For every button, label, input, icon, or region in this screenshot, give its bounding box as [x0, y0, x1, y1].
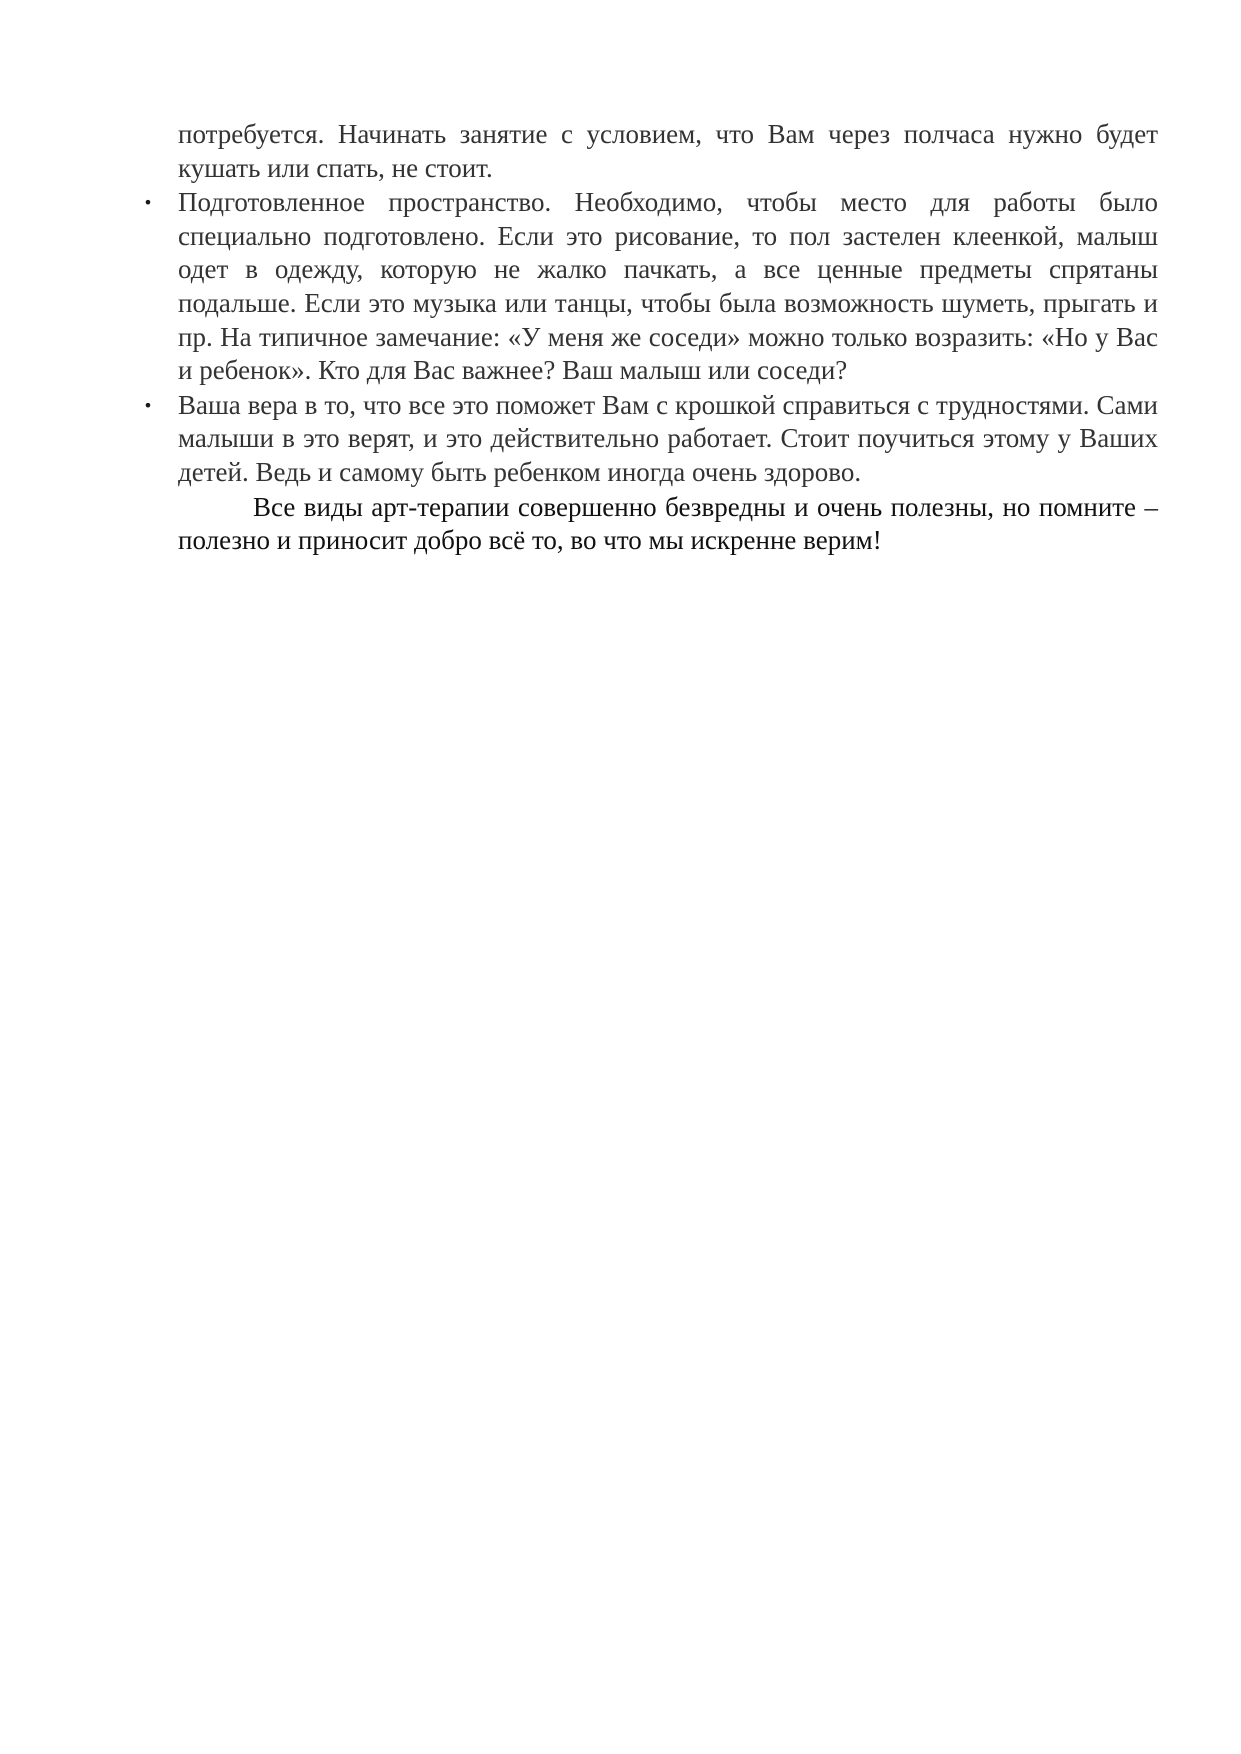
continuation-paragraph: потребуется. Начинать занятие с условием, что Вам через полчаса нужно будет кушать или спать, не стоит. [178, 119, 1158, 183]
list-item-text: Подготовленное пространство. Необходимо, чтобы место для работы было специально подготовлено. Если это рисование, то пол застелен клеенкой, малыш одет в одежду, которую не жалко пачкать, а все ценные предметы спрятаны подальше. Если это музыка или танцы, чтобы была возможность шуметь, прыгать и пр. На типичное замечание: «У меня же соседи» можно только возразить: «Но у Вас и ребенок». Кто для Вас важнее? Ваш малыш или соседи? [178, 187, 1158, 386]
list-item [143, 389, 1158, 490]
list-item-text: Ваша вера в то, что все это поможет Вам с крошкой справиться с трудностями. Сами малыши в это верят, и это действительно работает. Стоит поучиться этому у Ваших детей. Ведь и самому быть ребенком иногда очень здорово. [178, 389, 1158, 487]
bullet-icon: • [143, 193, 153, 213]
list-item [143, 186, 1158, 388]
page-content [143, 118, 1158, 558]
closing-paragraph: Все виды арт-терапии совершенно безвредны и очень полезны, но помните – полезно и приносит добро всё то, во что мы искренне верим! [178, 491, 1158, 556]
bullet-icon: • [143, 395, 153, 415]
